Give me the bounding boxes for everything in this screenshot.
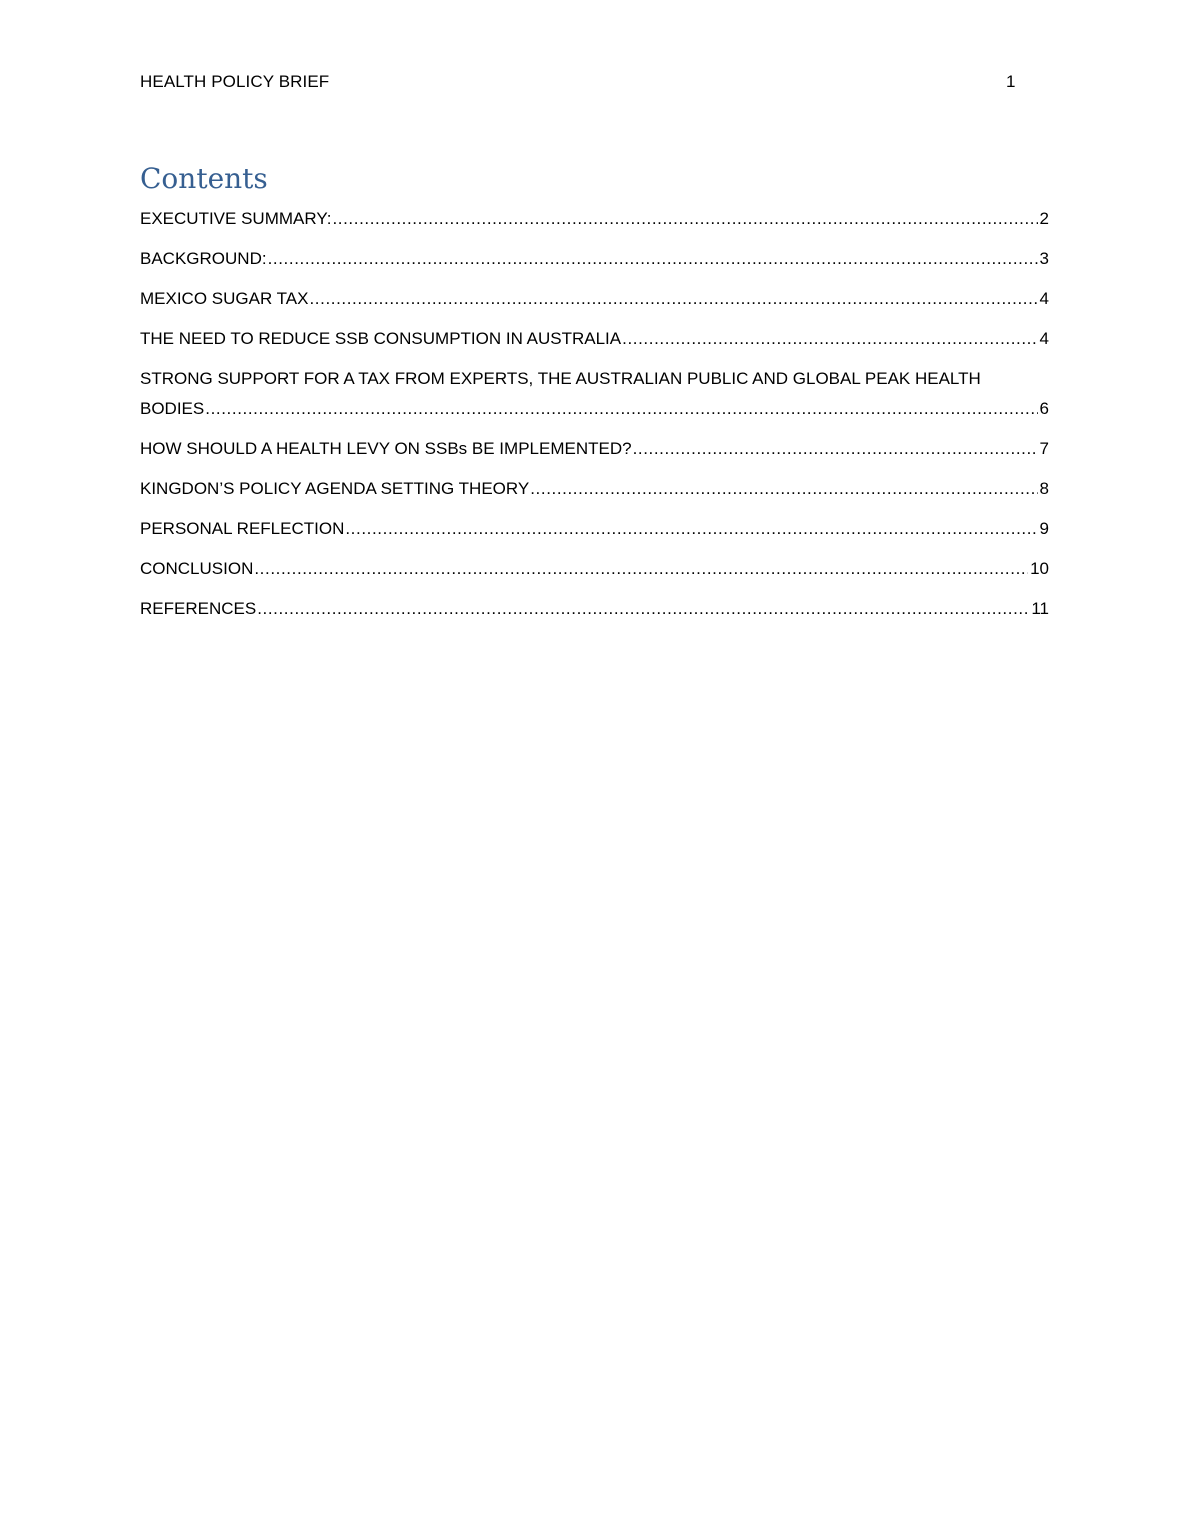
toc-entry-personal-reflection[interactable] (140, 514, 1049, 544)
toc-entry-title-line1: STRONG SUPPORT FOR A TAX FROM EXPERTS, THE AUSTRALIAN PUBLIC AND GLOBAL PEAK HEALTH (140, 369, 981, 388)
toc-entry-page: 2 (1039, 209, 1049, 228)
toc-dot-leader (345, 514, 1037, 544)
toc-entry-executive-summary[interactable] (140, 204, 1049, 234)
toc-entry-strong-support[interactable] (140, 364, 1049, 424)
toc-dot-leader (622, 324, 1037, 354)
toc-dot-leader (254, 554, 1028, 584)
toc-entry-page: 7 (1039, 439, 1049, 458)
header-page-number: 1 (1006, 72, 1016, 91)
toc-dot-leader (309, 284, 1037, 314)
toc-dot-leader (205, 394, 1037, 424)
toc-entry-page: 3 (1039, 249, 1049, 268)
toc-dot-leader (633, 434, 1038, 464)
toc-entry-references[interactable] (140, 594, 1049, 624)
toc-entry-background[interactable] (140, 244, 1049, 274)
toc-entry-page: 8 (1039, 479, 1049, 498)
toc-dot-leader (268, 244, 1038, 274)
toc-entry-page: 6 (1039, 399, 1049, 418)
toc-entry-page: 4 (1039, 329, 1049, 348)
toc-entry-title: PERSONAL REFLECTION (140, 519, 345, 538)
toc-entry-page: 10 (1030, 559, 1049, 578)
toc-entry-title: EXECUTIVE SUMMARY: (140, 209, 332, 228)
toc-entry-title: CONCLUSION (140, 559, 254, 578)
table-of-contents (140, 204, 1049, 634)
toc-entry-page: 4 (1039, 289, 1049, 308)
toc-entry-health-levy[interactable] (140, 434, 1049, 464)
toc-entry-need-to-reduce-ssb[interactable] (140, 324, 1049, 354)
toc-entry-title: THE NEED TO REDUCE SSB CONSUMPTION IN AUSTRALIA (140, 329, 622, 348)
toc-entry-title: HOW SHOULD A HEALTH LEVY ON SSBs BE IMPLEMENTED? (140, 439, 632, 458)
toc-entry-page: 9 (1039, 519, 1049, 538)
toc-heading: Contents (140, 162, 268, 195)
toc-dot-leader (530, 474, 1037, 504)
toc-entry-title: REFERENCES (140, 599, 257, 618)
toc-entry-conclusion[interactable] (140, 554, 1049, 584)
toc-dot-leader (257, 594, 1029, 624)
toc-entry-title: BODIES (140, 399, 205, 418)
toc-entry-title: BACKGROUND: (140, 249, 267, 268)
toc-dot-leader (332, 204, 1037, 234)
toc-entry-page: 11 (1031, 599, 1049, 618)
toc-entry-mexico-sugar-tax[interactable] (140, 284, 1049, 314)
toc-entry-title: MEXICO SUGAR TAX (140, 289, 309, 308)
toc-entry-kingdon-theory[interactable] (140, 474, 1049, 504)
toc-entry-title: KINGDON’S POLICY AGENDA SETTING THEORY (140, 479, 530, 498)
running-header-title: HEALTH POLICY BRIEF (140, 72, 330, 91)
